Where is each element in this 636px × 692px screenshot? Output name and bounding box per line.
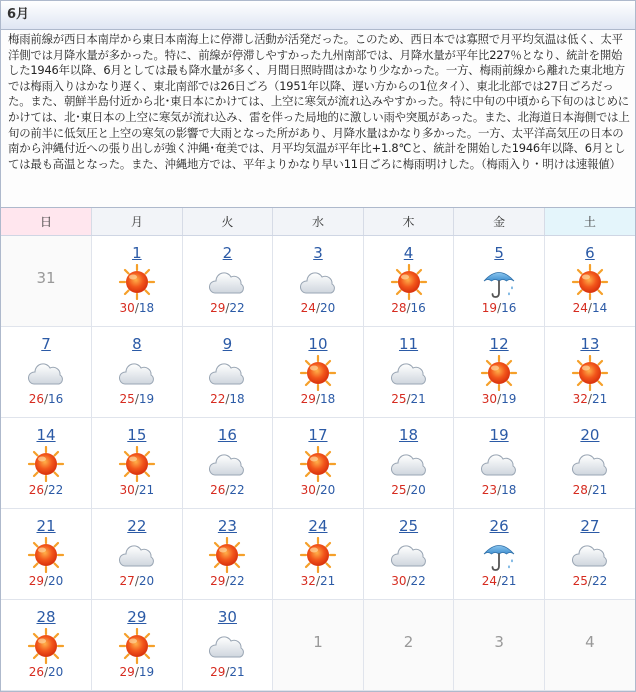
weekday-thu: 木 <box>363 208 454 236</box>
temp-low: 19 <box>501 392 517 406</box>
temp-low: 22 <box>410 574 426 588</box>
calendar-week-row <box>1 600 635 691</box>
temperature-range <box>273 392 363 406</box>
weekday-fri: 金 <box>454 208 545 236</box>
weekday-header-row <box>1 208 635 236</box>
calendar-day-cell <box>1 600 92 691</box>
calendar-day-cell <box>182 418 273 509</box>
sun-icon <box>26 628 66 664</box>
cloud-icon <box>389 537 429 573</box>
cloud-icon <box>389 446 429 482</box>
monthly-summary: 梅雨前線が西日本南岸から東日本南海上に停滞し活動が活発だった。このため、西日本では寡照で月平均気温は低く、太平洋側では月降水量が多かった。特に、前線が停滞しやすかった九州南部では、月降水量が平年比227％となり、統計を開始した1946年以降、6月としては最も降水量が多く、月間日照時間はかなり少なかった。一方、梅雨前線から離れた東北地方では梅雨入りはかなり遅く、東北南部では26日ごろ（1951年以降、遅い方からの1位タイ）、東北北部では27日ごろだった。また、朝鮮半島付近から北･東日本にかけては、上空に寒気が流れ込みやすかった。特に中旬の中頃から下旬のはじめにかけては、北･東日本の上空に寒気が流れ込み、雷を伴った局地的に激しい雨や突風があった。また、北海道日本海側では上旬の前半に低気圧と上空の寒気の影響で大雨となった所があり、月降水量はかなり多かった。一方、太平洋高気圧の日本の南から沖縄付近への張り出しが強く沖縄･奄美では、月平均気温が平年比+1.8℃と、統計を開始した1946年以降、6月としては最も高温となった。また、沖縄地方では、平年よりかなり早い11日ごろに梅雨明けした。（梅雨入り・明けは速報値） <box>1 30 635 208</box>
temp-low: 16 <box>410 301 426 315</box>
temp-separator: / <box>225 301 230 315</box>
temp-low: 20 <box>319 483 336 497</box>
temp-high: 28 <box>572 483 588 497</box>
day-link[interactable]: 15 <box>127 426 147 444</box>
temp-separator: / <box>134 483 139 497</box>
day-link[interactable]: 9 <box>222 335 233 353</box>
calendar-day-cell <box>454 327 545 418</box>
temperature-range <box>273 574 363 588</box>
temp-low: 22 <box>48 483 64 497</box>
temp-separator: / <box>134 574 139 588</box>
temp-separator: / <box>44 574 49 588</box>
temp-separator: / <box>225 665 230 679</box>
day-link[interactable]: 16 <box>217 426 237 444</box>
temperature-range <box>454 301 544 315</box>
temp-high: 29 <box>119 665 135 679</box>
day-number: 4 <box>585 633 595 651</box>
temp-high: 25 <box>119 392 135 406</box>
temp-separator: / <box>315 574 320 588</box>
day-link[interactable]: 28 <box>36 608 56 626</box>
temperature-range <box>364 301 454 315</box>
day-number: 3 <box>494 633 504 651</box>
calendar-day-cell <box>182 509 273 600</box>
sun-icon <box>298 446 338 482</box>
temp-high: 30 <box>391 574 407 588</box>
cloud-icon <box>207 446 247 482</box>
temperature-range <box>92 483 182 497</box>
temp-separator: / <box>315 483 320 497</box>
calendar-day-cell <box>92 418 183 509</box>
temp-low: 18 <box>229 392 245 406</box>
temp-separator: / <box>44 483 49 497</box>
temperature-range <box>545 392 635 406</box>
calendar-day-cell <box>544 418 635 509</box>
temp-low: 19 <box>138 392 155 406</box>
temperature-range <box>183 665 273 679</box>
temp-high: 30 <box>119 301 135 315</box>
cloud-icon <box>117 355 157 391</box>
temp-low: 19 <box>138 665 155 679</box>
temp-separator: / <box>134 392 139 406</box>
temp-separator: / <box>44 392 49 406</box>
calendar-week-row <box>1 236 635 327</box>
temp-low: 21 <box>319 574 336 588</box>
temp-separator: / <box>134 301 139 315</box>
calendar-day-cell <box>544 327 635 418</box>
calendar-day-cell <box>92 509 183 600</box>
temp-high: 32 <box>572 392 588 406</box>
cloud-icon <box>26 355 66 391</box>
temp-high: 30 <box>481 392 498 406</box>
temperature-range <box>364 574 454 588</box>
sun-icon <box>570 264 610 300</box>
temperature-range <box>183 392 273 406</box>
temperature-range <box>273 483 363 497</box>
temp-high: 32 <box>300 574 316 588</box>
temperature-range <box>92 301 182 315</box>
day-link[interactable]: 27 <box>580 517 600 535</box>
temp-separator: / <box>497 574 502 588</box>
weekday-mon: 月 <box>92 208 183 236</box>
temperature-range <box>92 574 182 588</box>
calendar-day-cell <box>92 600 183 691</box>
calendar-day-cell <box>182 236 273 327</box>
temp-separator: / <box>406 392 411 406</box>
temp-low: 21 <box>229 665 245 679</box>
day-number: 1 <box>313 633 323 651</box>
temperature-range <box>1 483 91 497</box>
day-link[interactable]: 18 <box>398 426 419 444</box>
temp-separator: / <box>225 574 230 588</box>
day-link[interactable]: 8 <box>132 335 142 353</box>
temp-high: 26 <box>28 483 44 497</box>
temperature-range <box>454 392 544 406</box>
temp-high: 29 <box>210 301 226 315</box>
temp-low: 22 <box>591 574 608 588</box>
temp-separator: / <box>587 392 592 406</box>
temp-high: 29 <box>210 665 226 679</box>
cloud-icon <box>207 628 247 664</box>
weekday-sun: 日 <box>1 208 92 236</box>
day-link[interactable]: 14 <box>36 426 56 444</box>
day-link[interactable]: 11 <box>398 335 419 353</box>
temp-high: 19 <box>481 301 498 315</box>
day-link[interactable]: 29 <box>127 608 147 626</box>
calendar-table <box>1 208 635 691</box>
calendar-day-cell <box>363 418 454 509</box>
temp-high: 25 <box>391 483 407 497</box>
sun-icon <box>207 537 247 573</box>
temp-low: 20 <box>48 665 64 679</box>
temp-low: 20 <box>319 301 336 315</box>
day-link[interactable]: 7 <box>41 335 51 353</box>
temp-low: 18 <box>319 392 336 406</box>
temp-separator: / <box>406 574 411 588</box>
temp-low: 21 <box>138 483 155 497</box>
temp-separator: / <box>406 301 411 315</box>
calendar-day-other-month <box>544 600 635 691</box>
temp-high: 25 <box>572 574 588 588</box>
calendar-day-cell <box>273 327 364 418</box>
weekday-wed: 水 <box>273 208 364 236</box>
temp-separator: / <box>134 665 139 679</box>
calendar-week-row <box>1 509 635 600</box>
sun-icon <box>570 355 610 391</box>
temp-separator: / <box>497 483 502 497</box>
calendar-day-cell <box>1 509 92 600</box>
temp-separator: / <box>315 301 320 315</box>
calendar-day-cell <box>544 236 635 327</box>
day-link[interactable]: 12 <box>489 335 509 353</box>
calendar-week-row <box>1 418 635 509</box>
month-title: 6月 <box>1 1 635 30</box>
temp-high: 26 <box>28 665 44 679</box>
weekday-sat: 土 <box>544 208 635 236</box>
day-link[interactable]: 13 <box>580 335 600 353</box>
temperature-range <box>454 483 544 497</box>
sun-icon <box>298 355 338 391</box>
temperature-range <box>1 392 91 406</box>
calendar-day-cell <box>544 509 635 600</box>
temperature-range <box>183 301 273 315</box>
day-link[interactable]: 21 <box>36 517 56 535</box>
cloud-icon <box>570 537 610 573</box>
temp-low: 21 <box>501 574 517 588</box>
day-link[interactable]: 26 <box>489 517 509 535</box>
calendar-day-cell <box>1 418 92 509</box>
sun-icon <box>26 537 66 573</box>
temp-high: 22 <box>210 392 226 406</box>
day-number: 2 <box>403 633 414 651</box>
day-link[interactable]: 17 <box>308 426 328 444</box>
temp-separator: / <box>587 301 592 315</box>
temp-low: 16 <box>501 301 517 315</box>
temp-high: 30 <box>300 483 316 497</box>
day-link[interactable]: 10 <box>308 335 328 353</box>
temp-low: 21 <box>591 483 608 497</box>
temperature-range <box>1 574 91 588</box>
cloud-icon <box>479 446 519 482</box>
calendar-day-cell <box>1 327 92 418</box>
calendar-day-cell <box>454 236 545 327</box>
cloud-icon <box>389 355 429 391</box>
calendar-day-cell <box>454 418 545 509</box>
umbrella-icon <box>479 537 519 573</box>
day-link[interactable]: 6 <box>585 244 595 262</box>
temp-high: 24 <box>572 301 588 315</box>
day-link[interactable]: 1 <box>132 244 142 262</box>
temp-separator: / <box>225 392 230 406</box>
temp-separator: / <box>406 483 411 497</box>
day-link[interactable]: 25 <box>398 517 419 535</box>
temp-low: 16 <box>48 392 64 406</box>
temp-high: 23 <box>481 483 498 497</box>
temperature-range <box>273 301 363 315</box>
temp-low: 21 <box>410 392 426 406</box>
temperature-range <box>183 483 273 497</box>
temp-high: 29 <box>300 392 316 406</box>
temperature-range <box>545 301 635 315</box>
day-number: 31 <box>36 269 56 287</box>
day-link[interactable]: 24 <box>308 517 328 535</box>
sun-icon <box>389 264 429 300</box>
day-link[interactable]: 23 <box>217 517 237 535</box>
temp-high: 27 <box>119 574 135 588</box>
temp-low: 22 <box>229 574 245 588</box>
sun-icon <box>117 628 157 664</box>
temp-high: 25 <box>391 392 407 406</box>
sun-icon <box>298 537 338 573</box>
day-link[interactable]: 2 <box>222 244 233 262</box>
temperature-range <box>454 574 544 588</box>
temp-low: 20 <box>48 574 64 588</box>
temp-low: 20 <box>410 483 426 497</box>
temp-low: 22 <box>229 301 245 315</box>
temp-high: 26 <box>210 483 226 497</box>
temp-low: 18 <box>138 301 155 315</box>
day-link[interactable]: 20 <box>580 426 600 444</box>
calendar-day-cell <box>273 509 364 600</box>
temp-low: 20 <box>138 574 155 588</box>
calendar-day-cell <box>454 509 545 600</box>
temp-separator: / <box>315 392 320 406</box>
temp-separator: / <box>497 301 502 315</box>
sun-icon <box>479 355 519 391</box>
calendar-day-other-month <box>363 600 454 691</box>
temp-separator: / <box>44 665 49 679</box>
temp-high: 28 <box>391 301 407 315</box>
temp-separator: / <box>225 483 230 497</box>
day-link[interactable]: 3 <box>313 244 323 262</box>
calendar-day-cell <box>182 600 273 691</box>
temp-high: 24 <box>300 301 316 315</box>
temp-separator: / <box>497 392 502 406</box>
weekday-tue: 火 <box>182 208 273 236</box>
sun-icon <box>117 446 157 482</box>
cloud-icon <box>570 446 610 482</box>
temperature-range <box>364 483 454 497</box>
calendar-day-cell <box>273 418 364 509</box>
umbrella-icon <box>479 264 519 300</box>
calendar-day-other-month <box>454 600 545 691</box>
temp-low: 18 <box>501 483 517 497</box>
calendar-day-cell <box>182 327 273 418</box>
cloud-icon <box>207 264 247 300</box>
calendar-day-cell <box>363 236 454 327</box>
calendar-day-cell <box>273 236 364 327</box>
cloud-icon <box>207 355 247 391</box>
temp-high: 29 <box>28 574 44 588</box>
temp-separator: / <box>587 574 592 588</box>
day-link[interactable]: 5 <box>494 244 504 262</box>
calendar-day-cell <box>92 236 183 327</box>
day-link[interactable]: 4 <box>403 244 414 262</box>
temperature-range <box>545 483 635 497</box>
temperature-range <box>92 665 182 679</box>
temp-low: 21 <box>591 392 608 406</box>
temp-low: 22 <box>229 483 245 497</box>
temperature-range <box>92 392 182 406</box>
temperature-range <box>183 574 273 588</box>
temp-high: 24 <box>481 574 498 588</box>
temp-high: 30 <box>119 483 135 497</box>
sun-icon <box>26 446 66 482</box>
temperature-range <box>545 574 635 588</box>
calendar-day-cell <box>363 509 454 600</box>
sun-icon <box>117 264 157 300</box>
temperature-range <box>364 392 454 406</box>
cloud-icon <box>298 264 338 300</box>
temp-high: 26 <box>28 392 44 406</box>
day-link[interactable]: 30 <box>217 608 237 626</box>
day-link[interactable]: 19 <box>489 426 509 444</box>
calendar-day-other-month <box>1 236 92 327</box>
temp-high: 29 <box>210 574 226 588</box>
temp-separator: / <box>587 483 592 497</box>
calendar-day-cell <box>363 327 454 418</box>
temperature-range <box>1 665 91 679</box>
calendar-week-row <box>1 327 635 418</box>
temp-low: 14 <box>591 301 608 315</box>
calendar-day-other-month <box>273 600 364 691</box>
calendar-day-cell <box>92 327 183 418</box>
day-link[interactable]: 22 <box>127 517 147 535</box>
cloud-icon <box>117 537 157 573</box>
